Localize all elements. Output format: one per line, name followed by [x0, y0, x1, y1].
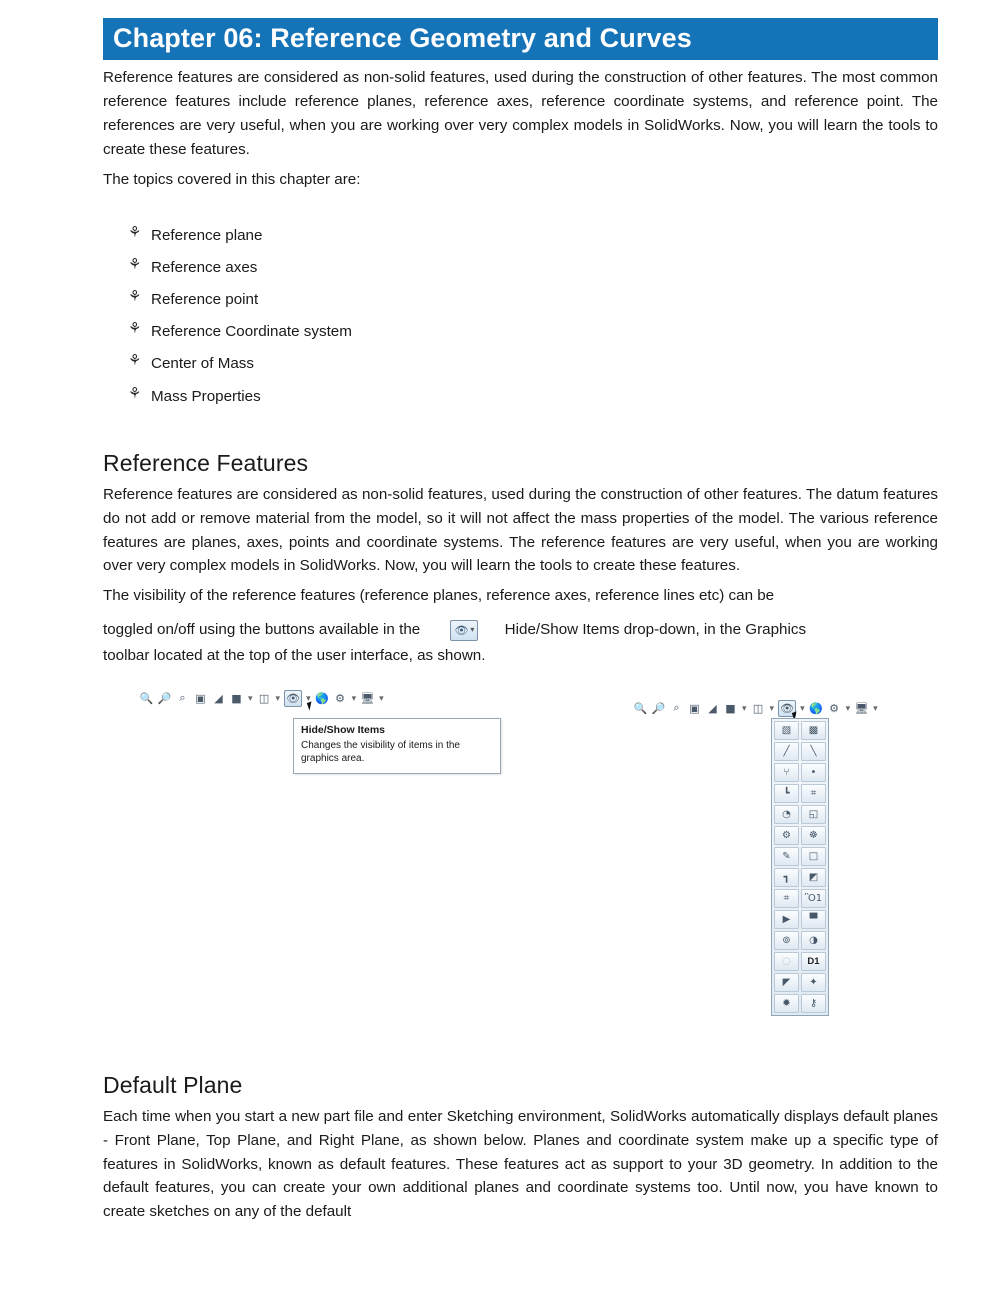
hide-show-items-flyout[interactable]	[771, 718, 829, 1016]
section-view-icon[interactable]: ◢	[708, 701, 717, 715]
view-settings-icon[interactable]: ⚙	[335, 691, 346, 705]
section-view-icon[interactable]: ◢	[214, 691, 223, 705]
dropdown-caret-icon[interactable]: ▾	[275, 692, 281, 703]
apply-scene-icon[interactable]: 🌎	[315, 691, 329, 705]
view-center-of-mass-icon[interactable]	[801, 931, 826, 950]
figure-hide-show-items	[103, 682, 938, 1042]
dropdown-caret-icon[interactable]: ▾	[845, 702, 851, 713]
zoom-to-fit-icon[interactable]: 🔍	[633, 701, 648, 715]
display-style-icon[interactable]: ◫	[258, 691, 270, 705]
topic-label: Reference point	[151, 291, 259, 309]
view-mates-icon[interactable]	[774, 952, 799, 971]
tooltip-body: Changes the visibility of items in the graphics area.	[301, 739, 460, 765]
view-live-section-planes-icon[interactable]	[801, 721, 826, 740]
view-parting-lines-icon[interactable]	[774, 847, 799, 866]
view-sensors-icon[interactable]	[801, 910, 826, 929]
view-custom-icon[interactable]	[801, 994, 826, 1013]
view-dimension-names-icon[interactable]	[774, 868, 799, 887]
icon-glyph: ✎	[782, 850, 791, 862]
dropdown-caret-icon[interactable]: ▾	[306, 692, 311, 703]
topic-bullet-icon: ⚘	[128, 351, 142, 370]
hide-show-items-icon[interactable]: 👁	[778, 700, 796, 717]
zoom-to-area-icon[interactable]: 🔎	[157, 691, 172, 705]
icon-glyph: ┗	[783, 787, 790, 799]
view-all-types-icon[interactable]	[774, 994, 799, 1013]
icon-glyph: □	[808, 850, 819, 862]
zoom-to-fit-icon[interactable]: 🔍	[139, 691, 154, 705]
chapter-title-banner: Chapter 06: Reference Geometry and Curves	[103, 18, 938, 60]
tooltip-title: Hide/Show Items	[301, 723, 386, 736]
visibility-toggle-text-after: Hide/Show Items drop-down, in the Graphics	[504, 621, 807, 639]
view-weld-beads-icon[interactable]	[801, 868, 826, 887]
view-orientation-icon[interactable]: ■	[231, 691, 242, 705]
view-origins-icon[interactable]	[774, 763, 799, 782]
list-item	[103, 222, 938, 244]
dropdown-caret-icon[interactable]: ▾	[769, 702, 775, 713]
dropdown-caret-icon[interactable]: ▾	[379, 692, 384, 703]
default-plane-paragraph: Each time when you start a new part file and enter Sketching environment, SolidWorks automatically displays default planes - Front Plane, Top Plane, and Right Plane, as shown below. Planes and coordinate system make up a specific type of features in SolidWorks, known as default features. These features act as support to your 3D geometry. In addition to the default features, you can create your own additional planes and coordinate systems too. Until now, you have known to create sketches on any of the default	[103, 1107, 938, 1221]
previous-view-icon[interactable]: ▣	[689, 701, 700, 715]
icon-glyph: ☸	[809, 829, 818, 841]
eye-icon: 👁	[454, 623, 469, 637]
graphics-toolbar-right[interactable]	[633, 700, 879, 717]
view-temporary-axes-icon[interactable]	[801, 742, 826, 761]
view-planes-icon[interactable]	[774, 721, 799, 740]
hide-show-items-icon[interactable]: 👁	[284, 690, 302, 707]
view-sketch-relations-icon[interactable]	[774, 826, 799, 845]
icon-glyph: ▶	[782, 913, 791, 925]
dropdown-caret-icon[interactable]: ▾	[800, 702, 805, 713]
icon-glyph: ▀	[809, 913, 818, 925]
view-sketches-icon[interactable]	[774, 805, 799, 824]
icon-glyph: ✹	[782, 997, 791, 1009]
topic-bullet-icon: ⚘	[128, 383, 142, 402]
chevron-down-icon: ▾	[470, 624, 475, 634]
tooltip-hide-show-items	[293, 718, 501, 774]
view-decals-icon[interactable]	[774, 931, 799, 950]
dropdown-caret-icon[interactable]: ▾	[742, 702, 747, 713]
topic-bullet-icon: ⚘	[128, 254, 142, 273]
graphics-toolbar-left[interactable]	[139, 690, 385, 707]
icon-glyph: ⑂	[783, 766, 790, 778]
hide-show-items-icon[interactable]	[450, 620, 478, 641]
previous-view-icon[interactable]: ▣	[195, 691, 206, 705]
topic-label: Mass Properties	[151, 387, 261, 405]
icon-glyph: ◤	[782, 976, 791, 988]
view-lights-icon[interactable]	[801, 889, 826, 908]
reference-features-heading: Reference Features	[103, 449, 309, 476]
view-points-icon[interactable]	[801, 763, 826, 782]
reference-features-paragraph-2-line-2	[103, 618, 938, 642]
view-cameras-icon[interactable]	[774, 910, 799, 929]
view-curves-icon[interactable]	[801, 784, 826, 803]
view-annotations-icon[interactable]	[801, 847, 826, 866]
reference-features-paragraph-2-line-1: The visibility of the reference features (reference planes, reference axes, reference lines etc) can be	[103, 587, 775, 605]
icon-glyph: ▧	[781, 724, 792, 736]
icon-glyph: ╲	[810, 745, 817, 757]
view-coordinate-systems-icon[interactable]	[774, 784, 799, 803]
default-plane-heading: Default Plane	[103, 1071, 243, 1098]
topic-label: Reference plane	[151, 226, 263, 244]
zoom-in-out-icon[interactable]: ⌕	[673, 701, 680, 715]
icon-glyph: •	[810, 766, 817, 778]
zoom-in-out-icon[interactable]: ⌕	[179, 691, 186, 705]
topic-bullet-icon: ⚘	[128, 287, 142, 306]
icon-glyph: ⊚	[782, 934, 791, 946]
apply-scene-icon[interactable]: 🌎	[809, 701, 823, 715]
icon-glyph: ⌗	[810, 787, 817, 799]
visibility-toggle-text-before: toggled on/off using the buttons available in the	[103, 621, 421, 639]
view-axes-icon[interactable]	[774, 742, 799, 761]
topics-lead-text: The topics covered in this chapter are:	[103, 170, 361, 188]
reference-features-paragraph-1: Reference features are considered as non-solid features, used during the construction of other features. The datum features do not add or remove material from the model, so it will not affect the mass properties of the model. The various reference features are planes, axes, points and coordinate systems. The reference features are very useful, when you are working over very complex models in SolidWorks. Now, you will learn the tools to create these features.	[103, 485, 938, 575]
list-item	[103, 383, 938, 405]
icon-glyph: ✦	[809, 976, 818, 988]
chapter-intro-paragraph: Reference features are considered as non-solid features, used during the construction of other features. The most common reference features include reference planes, reference axes, reference coordinate systems, and reference point. The references are very useful, when you are working over very complex models in SolidWorks. Now, you will learn the tools to create these features.	[103, 69, 938, 158]
view-grid-icon[interactable]	[774, 889, 799, 908]
topic-label: Center of Mass	[151, 355, 254, 373]
topics-list	[103, 222, 938, 405]
topic-label: Reference axes	[151, 258, 258, 276]
topic-label: Reference Coordinate system	[151, 323, 352, 341]
dropdown-caret-icon[interactable]: ▾	[248, 692, 253, 703]
dropdown-caret-icon[interactable]: ▾	[873, 702, 878, 713]
page-content	[103, 18, 938, 1224]
view-center-marks-icon[interactable]	[801, 973, 826, 992]
icon-glyph: ◔	[782, 808, 791, 820]
view-settings-icon[interactable]: ⚙	[829, 701, 840, 715]
icon-glyph: ◑	[809, 934, 818, 946]
display-style-icon[interactable]: ◫	[752, 701, 764, 715]
icon-glyph: ◌	[782, 955, 791, 967]
icon-glyph: ⚷	[809, 997, 818, 1009]
list-item	[103, 319, 938, 341]
icon-glyph: D1	[807, 955, 820, 967]
view-orientation-icon[interactable]: ■	[725, 701, 736, 715]
reference-features-paragraph-2-line-3: toolbar located at the top of the user interface, as shown.	[103, 647, 486, 665]
zoom-to-area-icon[interactable]: 🔎	[651, 701, 666, 715]
view-3d-sketch-planes-icon[interactable]	[801, 805, 826, 824]
icon-glyph: ┓	[783, 871, 790, 883]
list-item	[103, 254, 938, 276]
dropdown-caret-icon[interactable]: ▾	[351, 692, 357, 703]
icon-glyph: ◱	[808, 808, 819, 820]
viewport-icon[interactable]: 🖥	[360, 691, 375, 705]
viewport-icon[interactable]: 🖥	[854, 701, 869, 715]
icon-glyph: ◩	[808, 871, 819, 883]
icon-glyph: ⚙	[782, 829, 791, 841]
view-dimension-d1-icon[interactable]	[801, 952, 826, 971]
topic-bullet-icon: ⚘	[128, 222, 142, 241]
icon-glyph: Ὂ1	[804, 892, 823, 904]
icon-glyph: ╱	[783, 745, 790, 757]
list-item	[103, 351, 938, 373]
view-magnetic-mates-icon[interactable]	[774, 973, 799, 992]
list-item	[103, 287, 938, 309]
topic-bullet-icon: ⚘	[128, 319, 142, 338]
icon-glyph: ⌗	[783, 892, 790, 904]
icon-glyph: ▩	[808, 724, 819, 736]
view-route-points-icon[interactable]	[801, 826, 826, 845]
